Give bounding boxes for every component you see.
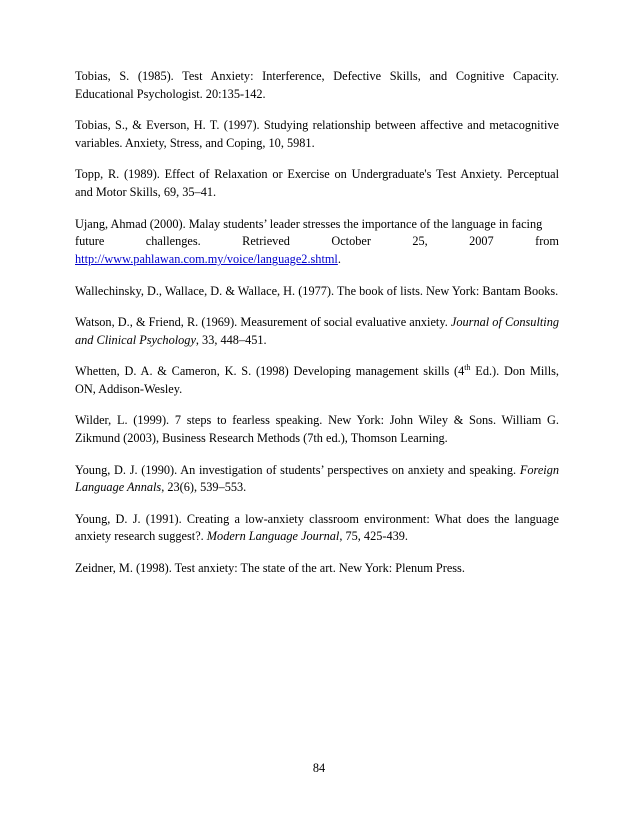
reference-word: challenges. (145, 234, 201, 249)
reference-ujang-line-1: Ujang, Ahmad (2000). Malay students’ leader stresses the importance of the language in facing (75, 216, 543, 231)
reference-topp-1989: Topp, R. (1989). Effect of Relaxation or Exercise on Undergraduate's Test Anxiety. Perceptual and Motor Skills, 69, 35–41. (75, 167, 559, 200)
reference-whetten-1998 (75, 363, 559, 399)
reference-text: , 33, 448–451. (195, 332, 267, 347)
reference-word: Retrieved (242, 234, 290, 249)
reference-word: October (331, 234, 371, 249)
reference-journal-title: Journal of Consulting and Clinical Psychology (75, 314, 559, 347)
reference-tobias-1985: Tobias, S. (1985). Test Anxiety: Interference, Defective Skills, and Cognitive Capacity. Educational Psychologist. 20:135-142. (75, 69, 559, 101)
reference-text: Watson, D., & Friend, R. (1969). Measurement of social evaluative anxiety. (75, 314, 451, 329)
reference-ujang-line-2 (75, 233, 559, 251)
reference-wallechinsky-1977: Wallechinsky, D., Wallace, D. & Wallace, H. (1977). The book of lists. New York: Bantam Books. (75, 283, 559, 298)
reference-text: Young, D. J. (1991). Creating a low-anxiety classroom environment: What does the language anxiety research suggest?. (75, 511, 559, 544)
reference-young-1991 (75, 511, 559, 547)
page-number: 84 (312, 761, 326, 775)
reference-word: 2007 (469, 234, 494, 249)
reference-url-suffix: . (337, 252, 341, 267)
reference-tobias-everson-1997: Tobias, S., & Everson, H. T. (1997). Studying relationship between affective and metacognitive variables. Anxiety, Stress, and Coping, 10, 5981. (75, 118, 559, 150)
reference-ujang-2000 (75, 216, 559, 269)
reference-journal-title: Modern Language Journal (206, 529, 340, 544)
reference-journal-title: Foreign Language Annals (75, 462, 559, 495)
reference-word: 25, (412, 234, 428, 249)
reference-superscript: th (464, 363, 471, 373)
reference-list (75, 68, 559, 591)
reference-text: Young, D. J. (1990). An investigation of students’ perspectives on anxiety and speaking. (75, 462, 520, 477)
reference-text: , 75, 425-439. (339, 529, 408, 544)
reference-wilder-1999: Wilder, L. (1999). 7 steps to fearless speaking. New York: John Wiley & Sons. William G. Zikmund (2003), Business Research Methods (7th ed.), Thomson Learning. (75, 413, 559, 446)
reference-word: future (75, 234, 105, 249)
reference-zeidner-1998: Zeidner, M. (1998). Test anxiety: The state of the art. New York: Plenum Press. (75, 560, 465, 575)
reference-ujang-line-3 (75, 251, 559, 269)
reference-text: Whetten, D. A. & Cameron, K. S. (1998) Developing management skills (4 (75, 364, 465, 379)
reference-url-link[interactable]: http://www.pahlawan.com.my/voice/language2.shtml (75, 252, 338, 267)
reference-word: from (535, 234, 559, 249)
reference-young-1990 (75, 462, 559, 498)
reference-text: Ed.). Don Mills, ON, Addison-Wesley. (75, 364, 559, 396)
reference-watson-1969 (75, 314, 559, 350)
reference-text: , 23(6), 539–553. (161, 480, 247, 495)
